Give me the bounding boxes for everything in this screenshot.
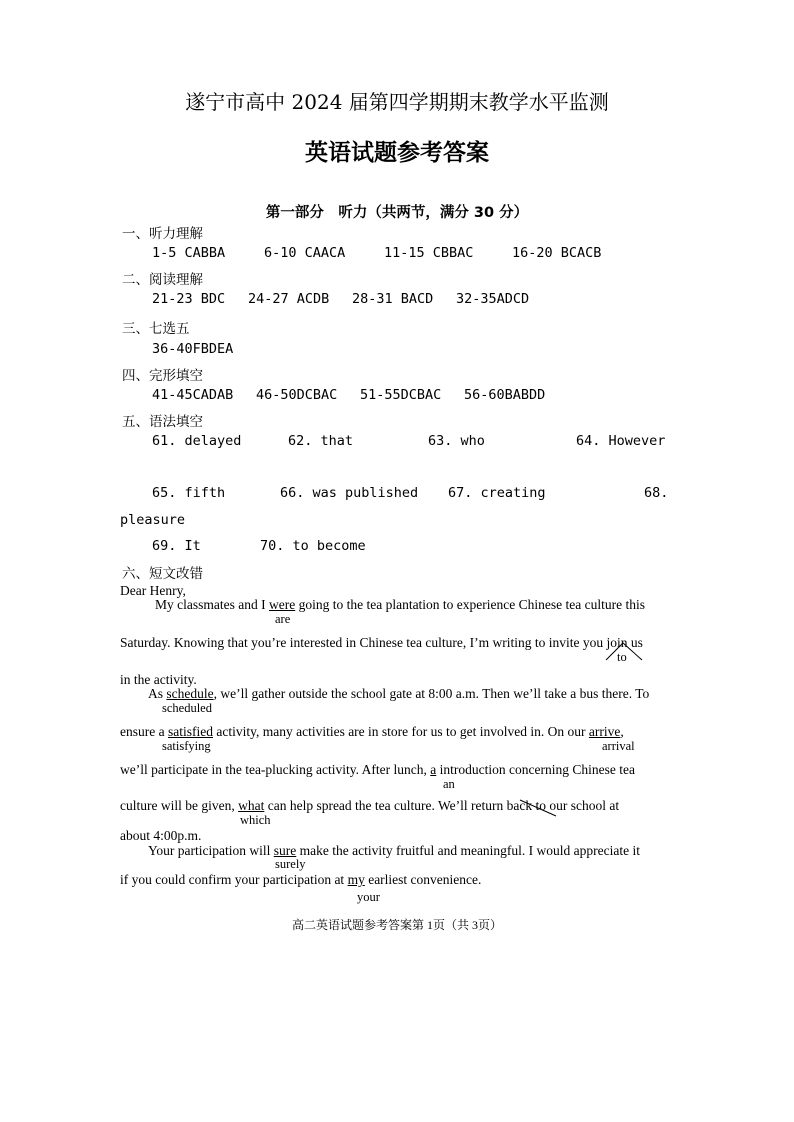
answer-item: 63. who xyxy=(428,433,485,449)
letter-salutation: Dear Henry, xyxy=(120,583,186,598)
letter-line: Saturday. Knowing that you’re interested in Chinese tea culture, I’m writing to invite you join us xyxy=(120,635,643,650)
section-cloze-label: 四、完形填空 xyxy=(122,368,203,384)
page-footer: 高二英语试题参考答案第 1页（共 3页） xyxy=(291,918,502,932)
correction-word: arrival xyxy=(602,739,635,753)
answer-group: 28-31 BACD xyxy=(352,291,434,307)
correction-word: which xyxy=(240,813,271,827)
correction-word: are xyxy=(275,612,291,626)
error-word: satisfied xyxy=(167,724,213,739)
answer-item: 61. delayed xyxy=(152,433,242,449)
section-grammar-label: 五、语法填空 xyxy=(122,414,203,430)
answer-group: 24-27 ACDB xyxy=(248,291,330,307)
answer-group: 36-40FBDEA xyxy=(152,341,234,357)
correction-word: satisfying xyxy=(162,739,211,753)
answer-item: 68. xyxy=(644,485,669,501)
correction-word: to xyxy=(617,650,627,664)
answer-key-title: 英语试题参考答案 xyxy=(305,139,489,166)
section-seven-choose-five-label: 三、七选五 xyxy=(122,321,190,337)
error-word: a xyxy=(430,762,437,777)
answer-item: 70. to become xyxy=(260,538,366,554)
answer-group: 16-20 BCACB xyxy=(512,245,602,261)
answer-group: 56-60BABDD xyxy=(464,387,546,403)
answer-item: 69. It xyxy=(152,538,201,554)
answer-group: 41-45CADAB xyxy=(152,387,234,403)
letter-line: about 4:00p.m. xyxy=(120,828,202,843)
correction-word: scheduled xyxy=(162,701,212,715)
answer-group: 11-15 CBBAC xyxy=(384,245,474,261)
error-word: schedule xyxy=(166,686,214,701)
letter-line: Your participation will sure make the activity fruitful and meaningful. I would appreciate it xyxy=(148,843,641,858)
correction-word: your xyxy=(357,890,380,904)
answer-group: 1-5 CABBA xyxy=(152,245,226,261)
error-word: arrive xyxy=(588,724,621,739)
section-listening-label: 一、听力理解 xyxy=(122,226,203,242)
answer-item: 62. that xyxy=(288,433,354,449)
answer-group: 46-50DCBAC xyxy=(256,387,338,403)
answer-group: 32-35ADCD xyxy=(456,291,530,307)
error-word: sure xyxy=(273,843,297,858)
part-heading: 第一部分 听力（共两节，满分 30 分） xyxy=(265,205,529,221)
letter-line: My classmates and I were going to the tea plantation to experience Chinese tea culture this xyxy=(155,597,645,612)
error-word: my xyxy=(347,872,365,887)
answer-item: pleasure xyxy=(120,512,186,528)
letter-line: we’ll participate in the tea-plucking activity. After lunch, a introduction concerning Chinese tea xyxy=(120,762,635,777)
answer-item: 65. fifth xyxy=(152,485,226,501)
letter-line: culture will be given, what can help spread the tea culture. We’ll return back to our school at xyxy=(120,798,620,813)
deletion-strike-mark xyxy=(520,800,556,816)
section-correction-label: 六、短文改错 xyxy=(122,566,203,582)
letter-line: if you could confirm your participation at my earliest convenience. xyxy=(120,872,482,887)
answer-item: 64. However xyxy=(576,433,666,449)
answer-group: 21-23 BDC xyxy=(152,291,226,307)
error-word: what xyxy=(238,798,265,813)
answer-group: 51-55DCBAC xyxy=(360,387,442,403)
insertion-caret-mark xyxy=(606,643,642,660)
section-reading-label: 二、阅读理解 xyxy=(122,272,203,288)
error-word: were xyxy=(268,597,296,612)
letter-line: ensure a satisfied activity, many activities are in store for us to get involved in. On our arrive, xyxy=(120,724,624,739)
exam-title: 遂宁市高中 2024 届第四学期期末教学水平监测 xyxy=(185,90,609,114)
answer-item: 67. creating xyxy=(448,485,546,501)
correction-word: surely xyxy=(275,857,306,871)
correction-word: an xyxy=(443,777,455,791)
letter-line: As schedule, we’ll gather outside the school gate at 8:00 a.m. Then we’ll take a bus there. To xyxy=(148,686,650,701)
answer-group: 6-10 CAACA xyxy=(264,245,346,261)
answer-item: 66. was published xyxy=(280,485,419,501)
letter-line: in the activity. xyxy=(120,672,197,687)
